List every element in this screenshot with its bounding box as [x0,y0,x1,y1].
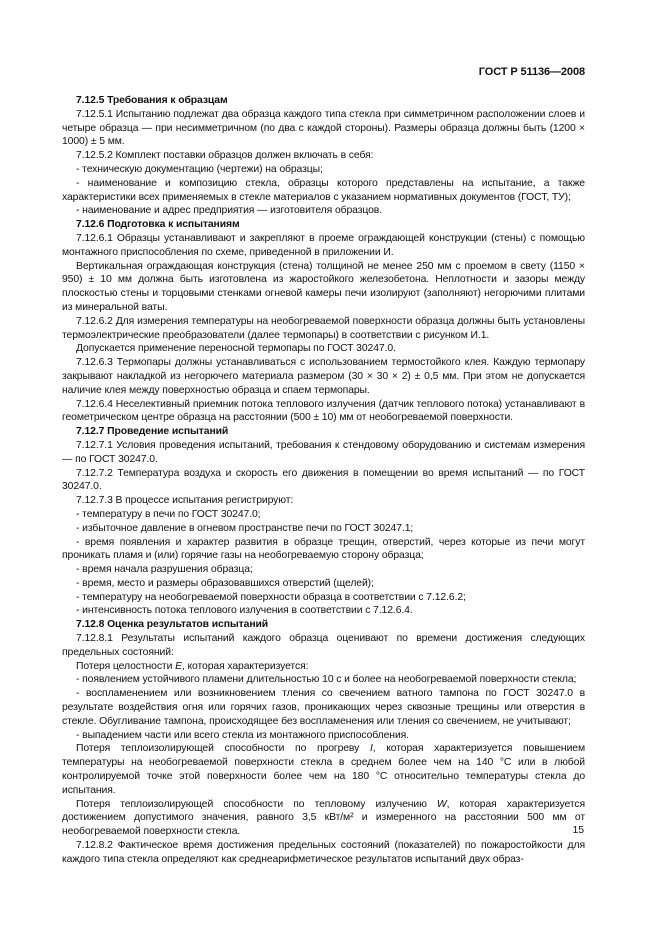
list-item: - воспламенением или возникновением тления со свечением ватного тампона по ГОСТ 30247.0 в результате воздействия огня или горячих газов, проникающих через сквозные трещины или отверстия в стекле. Обугливание тампона, происходящее без воспламенения или тления со свечением, не учитывают; [62,688,585,727]
section-heading-7-12-8: 7.12.8 Оценка результатов испытаний [76,619,269,631]
list-item: - время, место и размеры образовавшихся отверстий (щелей); [76,577,374,589]
page-number: 15 [572,824,584,836]
section-heading-7-12-7: 7.12.7 Проведение испытаний [76,426,229,438]
list-item: - техническую документацию (чертежи) на образцы; [76,163,323,175]
paragraph: 7.12.7.2 Температура воздуха и скорость его движения в помещении во время испытаний — по ГОСТ 30247.0. [62,467,585,493]
section-heading-7-12-5: 7.12.5 Требования к образцам [76,95,228,106]
section-heading-7-12-6: 7.12.6 Подготовка к испытаниям [76,219,240,231]
paragraph: 7.12.6.1 Образцы устанавливают и закрепляют в проеме ограждающей конструкции (стены) с помощью монтажного приспособления по схеме, приведенной в приложении И. [62,232,585,258]
paragraph: 7.12.5.1 Испытанию подлежат два образца каждого типа стекла при симметричном расположении слоев и четыре образца — при несимметричном (по два с каждой стороны). Размеры образца должны быть (1200 × 1000) ± 5 мм. [62,108,585,148]
standard-header: ГОСТ Р 51136—2008 [478,66,585,78]
document-body [62,94,585,867]
list-item: - наименование и адрес предприятия — изготовителя образцов. [76,205,383,217]
paragraph: 7.12.5.2 Комплект поставки образцов должен включать в себя: [76,150,374,162]
paragraph-insulation-radiation: Потеря теплоизолирующей способности по тепловому излучению W, которая характеризуется достижением допустимого значения, равного 3,5 кВт/м² и измеренного на расстоянии 500 мм от необогреваемой поверхности стекла. [62,798,585,838]
list-item: - время начала разрушения образца; [76,564,253,576]
paragraph: 7.12.6.2 Для измерения температуры на необогреваемой поверхности образца должны быть установлены термоэлектрические преобразователи (далее термопары) в соответствии с рисунком И.1. [62,315,585,341]
list-item: - время появления и характер развития в образце трещин, отверстий, через которые из печи могут проникать пламя и (или) горячие газы на необогреваемую сторону образца; [62,536,585,562]
paragraph-integrity: Потеря целостности E, которая характеризуется: [76,660,309,672]
paragraph-insulation-heating: Потеря теплоизолирующей способности по прогреву I, которая характеризуется повышением температуры на необогреваемой поверхности стекла в среднем более чем на 140 °С или в любой контролируемой точке этой поверхности более чем на 180 °С относительно температуры стекла до испытания. [62,743,585,796]
paragraph: 7.12.8.2 Фактическое время достижения предельных состояний (показателей) по пожаростойкости для каждого типа стекла определяют как среднеарифметическое результатов испытаний двух образ- [62,840,585,865]
list-item: - интенсивность потока теплового излучения в соответствии с 7.12.6.4. [76,605,413,617]
symbol-w: W [436,798,447,810]
list-item: - появлением устойчивого пламени длительностью 10 с и более на необогреваемой поверхности стекла; [76,674,577,686]
symbol-i: I [369,743,373,755]
paragraph: Вертикальная ограждающая конструкция (стена) толщиной не менее 250 мм с проемом в свету (1150 × 950) ± 10 мм должна быть изготовлена из жаростойкого железобетона. Неплотности и зазоры между плоскостью стены и торцовыми стенками огневой камеры печи изолируют (заполняют) негорючими плитами из минеральной ваты. [62,260,585,313]
paragraph: 7.12.6.4 Неселективный приемник потока теплового излучения (датчик теплового потока) устанавливают в геометрическом центре образца на расстоянии (500 ± 10) мм от необогреваемой поверхности. [62,398,585,424]
paragraph: 7.12.6.3 Термопары должны устанавливаться с использованием термостойкого клея. Каждую термопару закрывают накладкой из негорючего материала размером (30 × 30 × 2) ± 0,5 мм. При этом не допускается наличие клея между поверхностью образца и спаем термопары. [62,357,585,396]
list-item: - температуру на необогреваемой поверхности образца в соответствии с 7.12.6.2; [76,591,466,603]
paragraph: 7.12.8.1 Результаты испытаний каждого образца оценивают по времени достижения следующих предельных состояний: [62,633,585,658]
paragraph: 7.12.7.1 Условия проведения испытаний, требования к стендовому оборудованию и системам измерения — по ГОСТ 30247.0. [62,439,585,465]
paragraph: 7.12.7.3 В процессе испытания регистрируют: [76,495,294,507]
list-item: - наименование и композицию стекла, образцы которого представлены на испытание, а также характеристики всех применяемых в стекле материалов с указанием нормативных документов (ГОСТ, ТУ); [62,177,585,203]
list-item: - температуру в печи по ГОСТ 30247.0; [76,508,261,520]
list-item: - выпадением части или всего стекла из монтажного приспособления. [76,729,409,741]
paragraph: Допускается применение переносной термопары по ГОСТ 30247.0. [76,343,396,355]
symbol-e: E [175,660,182,672]
list-item: - избыточное давление в огневом пространстве печи по ГОСТ 30247.1; [76,522,414,534]
